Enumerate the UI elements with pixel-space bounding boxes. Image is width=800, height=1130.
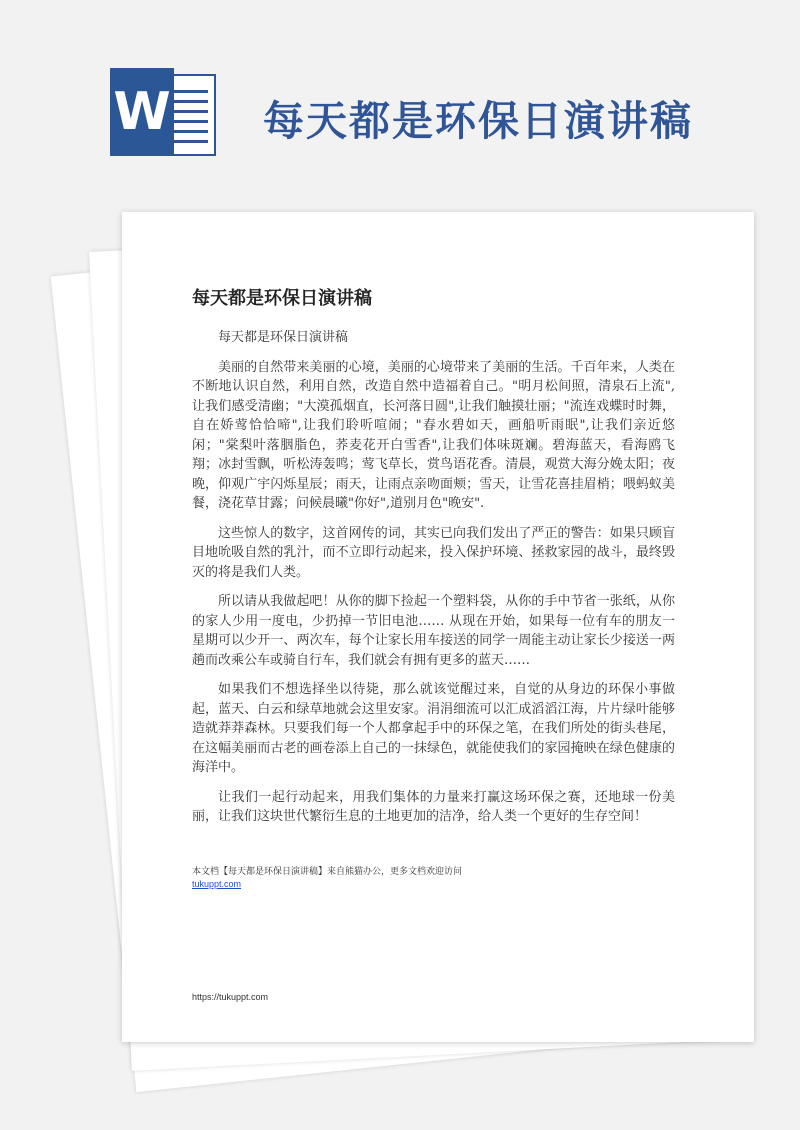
document-body	[192, 328, 675, 837]
document-page	[122, 212, 754, 1042]
paragraph: 所以请从我做起吧！从你的脚下捡起一个塑料袋，从你的手中节省一张纸，从你的家人少用一度电，少扔掉一节旧电池…… 从现在开始，如果每一位有车的朋友一星期可以少开一、两次车，每个让家长用车接送的同学一周能主动让家长少接送一两趟而改乘公车或骑自行车，我们就会有拥有更多的蓝天……	[192, 594, 675, 668]
paragraph: 让我们一起行动起来，用我们集体的力量来打赢这场环保之赛，还地球一份美丽，让我们这块世代繁衍生息的土地更加的洁净，给人类一个更好的生存空间！	[192, 789, 675, 824]
paragraph: 如果我们不想选择坐以待毙，那么就该觉醒过来，自觉的从身边的环保小事做起，蓝天、白云和绿草地就会这里安家。涓涓细流可以汇成滔滔江海，片片绿叶能够造就莽莽森林。只要我们每一个人都拿起手中的环保之笔，在我们所处的街头巷尾，在这幅美丽而古老的画卷添上自己的一抹绿色，就能使我们的家园掩映在绿色健康的海洋中。	[192, 682, 675, 775]
source-note	[192, 866, 675, 890]
paragraph: 这些惊人的数字，这首网传的词，其实已向我们发出了严正的警告：如果只顾盲目地吮吸自然的乳汁，而不立即行动起来，投入保护环境、拯救家园的战斗，最终毁灭的将是我们人类。	[192, 525, 675, 580]
source-link[interactable]: tukuppt.com	[192, 879, 242, 889]
page-footer-url: https://tukuppt.com	[192, 992, 269, 1002]
page-title: 每天都是环保日演讲稿	[263, 97, 693, 145]
document-title: 每天都是环保日演讲稿	[192, 288, 372, 309]
paragraph: 每天都是环保日演讲稿	[218, 330, 349, 345]
header-banner	[0, 0, 800, 205]
word-icon-letter: W	[110, 68, 174, 156]
source-note-text: 本文档【每天都是环保日演讲稿】来自熊猫办公，更多文档欢迎访问	[192, 867, 463, 877]
paragraph: 美丽的自然带来美丽的心境，美丽的心境带来了美丽的生活。千百年来，人类在不断地认识自然，利用自然，改造自然中造福着自己。"明月松间照，清泉石上流",让我们感受清幽；"大漠孤烟直，长河落日圆",让我们触摸壮丽；"流连戏蝶时时舞，自在娇莺恰恰啼",让我们聆听喧闹；"春水碧如天，画船听雨眠",让我们亲近悠闲；"棠梨叶落胭脂色，荞麦花开白雪香",让我们体味斑斓。碧海蓝天，看海鸥飞翔；冰封雪飘，听松涛轰鸣；莺飞草长，赏鸟语花香。清晨，观赏大海分娩太阳；夜晚，仰观广宇闪烁星辰；雨天，让雨点亲吻面颊；雪天，让雪花喜挂眉梢；喂蚂蚁美餐，浇花草甘露；问候晨曦"你好",道别月色"晚安".	[192, 359, 675, 511]
word-icon	[110, 68, 220, 160]
